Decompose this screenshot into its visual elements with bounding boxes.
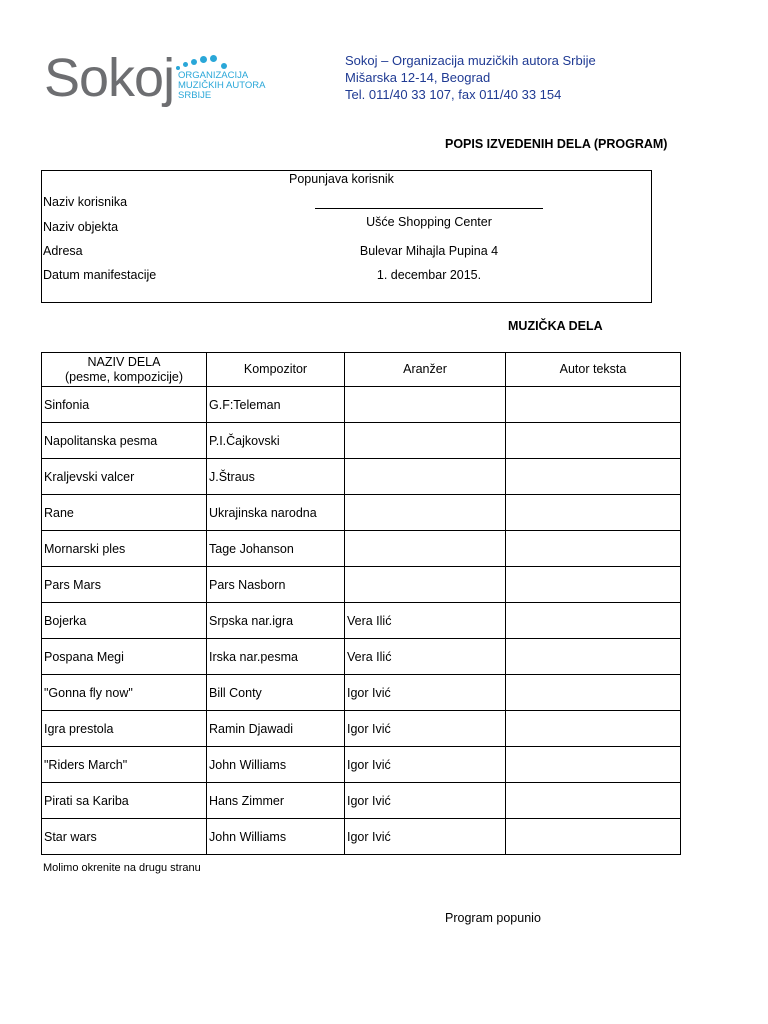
works-table-body xyxy=(42,387,681,855)
table-row xyxy=(42,387,681,423)
cell-arranger: Igor Ivić xyxy=(345,711,506,747)
cell-lyricist xyxy=(506,387,681,423)
cell-lyricist xyxy=(506,423,681,459)
cell-arranger: Vera Ilić xyxy=(345,603,506,639)
table-row xyxy=(42,747,681,783)
cell-lyricist xyxy=(506,459,681,495)
cell-composer: Pars Nasborn xyxy=(207,567,345,603)
column-header-lyricist: Autor teksta xyxy=(506,353,681,387)
cell-lyricist xyxy=(506,819,681,855)
turn-page-note: Molimo okrenite na drugu stranu xyxy=(43,862,201,874)
table-row xyxy=(42,531,681,567)
logo-subtext-line: ORGANIZACIJA xyxy=(178,70,249,81)
table-row xyxy=(42,423,681,459)
cell-lyricist xyxy=(506,567,681,603)
cell-arranger: Igor Ivić xyxy=(345,783,506,819)
cell-composer: John Williams xyxy=(207,747,345,783)
cell-title: Pirati sa Kariba xyxy=(42,783,207,819)
column-header-title-line1: NAZIV DELA xyxy=(87,354,161,369)
cell-title: Pospana Megi xyxy=(42,639,207,675)
cell-title: Napolitanska pesma xyxy=(42,423,207,459)
logo-subtext-line: SRBIJE xyxy=(178,90,212,101)
cell-lyricist xyxy=(506,711,681,747)
field-label-naziv-objekta: Naziv objekta xyxy=(43,220,119,234)
cell-arranger xyxy=(345,387,506,423)
cell-lyricist xyxy=(506,783,681,819)
cell-title: Bojerka xyxy=(42,603,207,639)
cell-arranger xyxy=(345,567,506,603)
cell-lyricist xyxy=(506,531,681,567)
naziv-korisnika-blank-line xyxy=(315,208,543,209)
cell-lyricist xyxy=(506,639,681,675)
cell-lyricist xyxy=(506,675,681,711)
table-row xyxy=(42,711,681,747)
org-phone: Tel. 011/40 33 107, fax 011/40 33 154 xyxy=(345,87,562,102)
table-row xyxy=(42,603,681,639)
column-header-title xyxy=(42,353,207,387)
cell-composer: John Williams xyxy=(207,819,345,855)
user-info-box xyxy=(41,170,652,303)
cell-arranger xyxy=(345,459,506,495)
org-address: Mišarska 12-14, Beograd xyxy=(345,70,491,85)
cell-title: Pars Mars xyxy=(42,567,207,603)
cell-arranger: Igor Ivić xyxy=(345,819,506,855)
cell-title: Sinfonia xyxy=(42,387,207,423)
field-value-adresa: Bulevar Mihajla Pupina 4 xyxy=(359,244,499,258)
cell-composer: J.Štraus xyxy=(207,459,345,495)
cell-composer: G.F:Teleman xyxy=(207,387,345,423)
cell-title: Mornarski ples xyxy=(42,531,207,567)
cell-lyricist xyxy=(506,603,681,639)
works-table xyxy=(41,352,681,855)
table-row xyxy=(42,567,681,603)
cell-composer: Hans Zimmer xyxy=(207,783,345,819)
table-row xyxy=(42,459,681,495)
cell-composer: Ukrajinska narodna xyxy=(207,495,345,531)
cell-composer: P.I.Čajkovski xyxy=(207,423,345,459)
works-section-title: MUZIČKA DELA xyxy=(508,319,603,333)
field-label-datum: Datum manifestacije xyxy=(43,268,157,282)
table-row xyxy=(42,819,681,855)
cell-arranger xyxy=(345,531,506,567)
logo-wordmark: Sokoj xyxy=(44,48,175,108)
cell-composer: Bill Conty xyxy=(207,675,345,711)
cell-title: Star wars xyxy=(42,819,207,855)
cell-title: Kraljevski valcer xyxy=(42,459,207,495)
logo-subtext-line: MUZIČKIH AUTORA xyxy=(178,80,266,91)
org-name: Sokoj – Organizacija muzičkih autora Srbije xyxy=(345,53,596,68)
cell-arranger: Igor Ivić xyxy=(345,675,506,711)
cell-title: Igra prestola xyxy=(42,711,207,747)
cell-title: Rane xyxy=(42,495,207,531)
table-row xyxy=(42,495,681,531)
cell-arranger xyxy=(345,423,506,459)
table-row xyxy=(42,675,681,711)
logo-subtext xyxy=(178,71,265,101)
cell-arranger xyxy=(345,495,506,531)
cell-composer: Ramin Djawadi xyxy=(207,711,345,747)
document-title: POPIS IZVEDENIH DELA (PROGRAM) xyxy=(445,137,668,151)
cell-arranger: Igor Ivić xyxy=(345,747,506,783)
user-info-heading: Popunjava korisnik xyxy=(289,172,394,186)
field-value-naziv-objekta: Ušće Shopping Center xyxy=(366,215,492,229)
field-label-naziv-korisnika: Naziv korisnika xyxy=(43,195,128,209)
cell-title: "Riders March" xyxy=(42,747,207,783)
field-value-datum: 1. decembar 2015. xyxy=(376,268,482,282)
cell-composer: Irska nar.pesma xyxy=(207,639,345,675)
cell-lyricist xyxy=(506,747,681,783)
cell-lyricist xyxy=(506,495,681,531)
program-filled-by: Program popunio xyxy=(445,911,541,925)
field-label-adresa: Adresa xyxy=(43,244,83,258)
column-header-title-line2: (pesme, kompozicije) xyxy=(64,369,184,384)
table-row xyxy=(42,639,681,675)
organization-contact xyxy=(345,52,596,103)
column-header-composer: Kompozitor xyxy=(207,353,345,387)
cell-composer: Srpska nar.igra xyxy=(207,603,345,639)
cell-title: "Gonna fly now" xyxy=(42,675,207,711)
cell-composer: Tage Johanson xyxy=(207,531,345,567)
table-header-row xyxy=(42,353,681,387)
column-header-arranger: Aranžer xyxy=(345,353,506,387)
table-row xyxy=(42,783,681,819)
cell-arranger: Vera Ilić xyxy=(345,639,506,675)
